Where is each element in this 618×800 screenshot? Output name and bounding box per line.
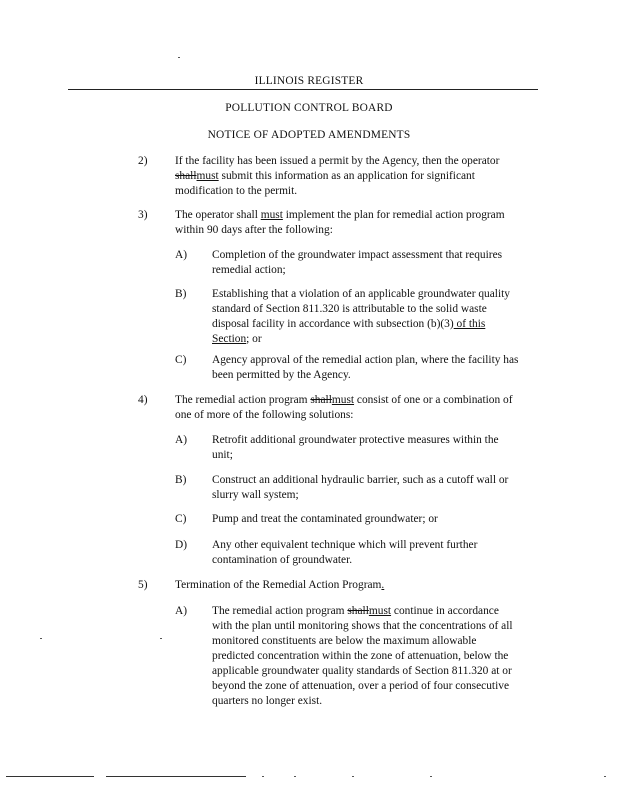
section-2-line: If the facility has been issued a permit by the Agency, then the operator	[175, 155, 500, 167]
section-5-text	[175, 578, 384, 593]
register-title: ILLINOIS REGISTER	[254, 75, 364, 87]
subsection-line: predicted concentration within the zone of attenuation, below the	[212, 650, 509, 662]
scan-speck	[262, 776, 264, 777]
subsection-3a-text	[212, 248, 502, 278]
subsection-3b-text	[212, 287, 510, 347]
section-number-4: 4)	[138, 394, 148, 406]
subsection-line: standard of Section 811.320 is attributable to the solid waste	[212, 303, 487, 315]
subsection-line: unit;	[212, 449, 233, 461]
section-3-line	[175, 208, 505, 223]
subsection-line: been permitted by the Agency.	[212, 369, 351, 381]
deleted-text: shall	[347, 605, 369, 617]
inserted-text: must	[331, 394, 355, 406]
inserted-text: .	[381, 579, 385, 591]
text-run: The operator shall	[175, 209, 261, 221]
board-title: POLLUTION CONTROL BOARD	[225, 102, 393, 114]
inserted-text: must	[260, 209, 283, 221]
subsection-line	[212, 332, 510, 347]
subsection-line: slurry wall system;	[212, 489, 299, 501]
subsection-line: contamination of groundwater.	[212, 554, 353, 566]
scan-speck	[294, 776, 296, 777]
subsection-number: D)	[175, 539, 188, 551]
section-number-3: 3)	[138, 209, 148, 221]
text-run: Termination of the Remedial Action Program	[175, 579, 382, 591]
section-3-text	[175, 208, 505, 238]
text-run: submit this information as an application for significant	[218, 170, 475, 182]
text-run: disposal facility in accordance with subsection (b)(3)	[212, 318, 454, 330]
section-5-line	[175, 578, 384, 593]
subsection-number: C)	[175, 513, 187, 525]
section-2-text	[175, 154, 499, 199]
inserted-text: Section	[212, 333, 247, 345]
section-4-text	[175, 393, 513, 423]
subsection-line: Retrofit additional groundwater protective measures within the	[212, 434, 499, 446]
text-run: continue in accordance	[391, 605, 499, 617]
subsection-number: A)	[175, 434, 188, 446]
header-rule	[68, 89, 538, 90]
text-run: The remedial action program	[212, 605, 348, 617]
subsection-line: Any other equivalent technique which will prevent further	[212, 539, 478, 551]
subsection-line: Establishing that a violation of an applicable groundwater quality	[212, 288, 510, 300]
subsection-line: Agency approval of the remedial action plan, where the facility has	[212, 354, 519, 366]
section-2-line: modification to the permit.	[175, 185, 298, 197]
subsection-number: B)	[175, 288, 187, 300]
section-3-line: within 90 days after the following:	[175, 224, 333, 236]
inserted-text: must	[368, 605, 392, 617]
subsection-line: quarters no longer exist.	[212, 695, 323, 707]
scan-speck	[160, 638, 162, 639]
subsection-number: A)	[175, 605, 188, 617]
subsection-line: Construct an additional hydraulic barrier, such as a cutoff wall or	[212, 474, 509, 486]
subsection-number: C)	[175, 354, 187, 366]
subsection-4b-text	[212, 473, 508, 503]
scan-speck	[40, 638, 42, 639]
subsection-line: applicable groundwater quality standards of Section 811.320 at or	[212, 665, 512, 677]
subsection-line: Completion of the groundwater impact assessment that requires	[212, 249, 503, 261]
subsection-4d-text	[212, 538, 477, 568]
scan-speck	[604, 776, 606, 777]
section-4-line: one of more of the following solutions:	[175, 409, 354, 421]
text-run: The remedial action program	[175, 394, 311, 406]
subsection-line	[212, 317, 510, 332]
subsection-line: monitored constituents are below the maximum allowable	[212, 635, 477, 647]
subsection-5a-text	[212, 604, 513, 709]
scan-speck	[178, 57, 180, 58]
deleted-text: shall	[175, 170, 197, 182]
inserted-text: must	[196, 170, 219, 182]
subsection-line: with the plan until monitoring shows that the concentrations of all	[212, 620, 513, 632]
subsection-line: Pump and treat the contaminated groundwater; or	[212, 513, 438, 525]
footer-rule	[6, 776, 94, 777]
subsection-3c-text	[212, 353, 518, 383]
section-2-line	[175, 169, 499, 184]
section-number-5: 5)	[138, 579, 148, 591]
deleted-text: shall	[310, 394, 332, 406]
notice-title: NOTICE OF ADOPTED AMENDMENTS	[207, 129, 411, 141]
text-run: consist of one or a combination of	[354, 394, 513, 406]
footer-rule	[106, 776, 246, 777]
text-run: ; or	[246, 333, 262, 345]
subsection-line	[212, 604, 513, 619]
section-number-2: 2)	[138, 155, 148, 167]
text-run: implement the plan for remedial action program	[282, 209, 505, 221]
scan-speck	[352, 776, 354, 777]
subsection-4a-text	[212, 433, 499, 463]
scan-speck	[430, 776, 432, 777]
section-4-line	[175, 393, 513, 408]
subsection-4c-text	[212, 512, 438, 527]
subsection-number: B)	[175, 474, 187, 486]
subsection-line: beyond the zone of attenuation, over a period of four consecutive	[212, 680, 509, 692]
subsection-line: remedial action;	[212, 264, 286, 276]
inserted-text: of this	[453, 318, 486, 330]
subsection-number: A)	[175, 249, 188, 261]
